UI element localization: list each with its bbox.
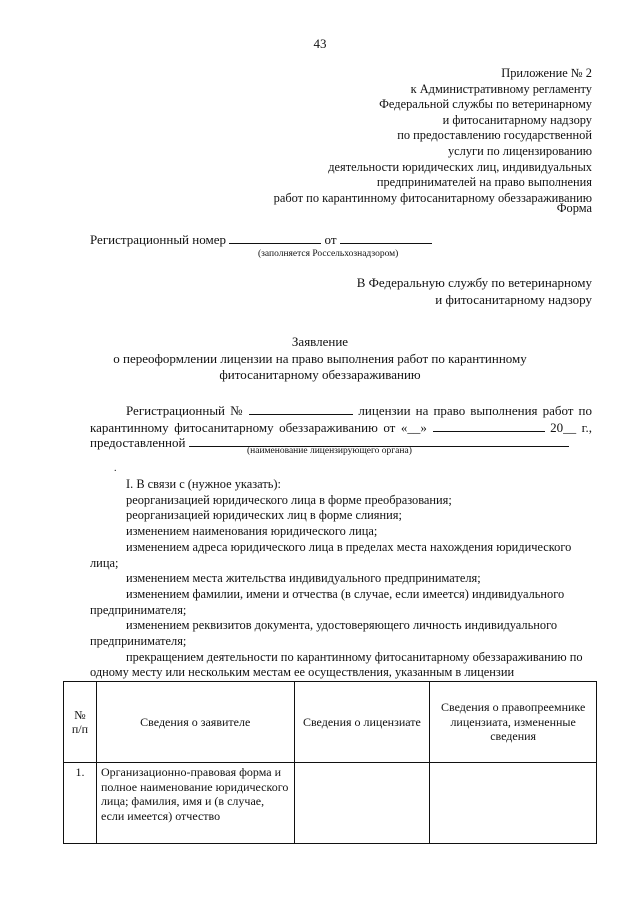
appendix-line: и фитосанитарному надзору bbox=[442, 112, 592, 127]
appendix-line: предпринимателей на право выполнения bbox=[376, 175, 592, 190]
license-number-field[interactable] bbox=[249, 403, 353, 415]
licensing-authority-hint: (наименование лицензирующего органа) bbox=[247, 446, 412, 456]
registration-hint: (заполняется Россельхознадзором) bbox=[258, 249, 399, 259]
reasons-list bbox=[90, 477, 592, 681]
addressee-line: В Федеральную службу по ветеринарному bbox=[356, 275, 592, 290]
appendix-line: Федеральной службы по ветеринарному bbox=[379, 97, 592, 112]
row-licensee-cell[interactable] bbox=[294, 763, 430, 844]
reason-item: изменением адреса юридического лица в пределах места нахождения юридического лица; bbox=[90, 539, 572, 570]
document-title bbox=[0, 334, 640, 384]
registration-label: Регистрационный номер bbox=[90, 232, 226, 247]
applicant-info-table bbox=[63, 681, 597, 844]
bullet-mark: . bbox=[114, 463, 117, 474]
registration-line bbox=[90, 232, 432, 248]
reason-item: изменением реквизитов документа, удостоверяющего личность индивидуального предпринимателя; bbox=[90, 618, 558, 649]
reason-item: прекращением деятельности по карантинному фитосанитарному обеззараживанию по одному месту или нескольким местам ее осуществления, указанным в лицензии bbox=[90, 649, 583, 680]
appendix-line: к Административному регламенту bbox=[410, 81, 592, 96]
header-applicant: Сведения о заявителе bbox=[96, 682, 294, 763]
license-date-label: карантинному фитосанитарному обеззараживанию от «__» bbox=[90, 420, 427, 435]
row-successor-cell[interactable] bbox=[430, 763, 597, 844]
appendix-line: услуги по лицензированию bbox=[447, 143, 592, 158]
title-line: фитосанитарному обеззараживанию bbox=[219, 367, 421, 382]
license-line-1 bbox=[90, 403, 592, 420]
appendix-line: работ по карантинному фитосанитарному обеззараживанию bbox=[273, 190, 592, 205]
title-line: о переоформлении лицензии на право выполнения работ по карантинному bbox=[113, 350, 527, 366]
license-year: 20__ г., bbox=[550, 420, 592, 435]
reason-item: изменением наименования юридического лица; bbox=[126, 524, 378, 539]
registration-from-label: от bbox=[324, 232, 337, 247]
appendix-line: деятельности юридических лиц, индивидуальных bbox=[328, 159, 592, 174]
row-num: 1. bbox=[64, 763, 97, 844]
reason-item: реорганизацией юридического лица в форме преобразования; bbox=[126, 492, 452, 507]
header-num: № п/п bbox=[64, 682, 97, 763]
appendix-header bbox=[274, 66, 592, 206]
table-header-row bbox=[64, 682, 597, 763]
row-applicant: Организационно-правовая форма и полное наименование юридического лица; фамилия, имя и (в случае, если имеется) отчество bbox=[96, 763, 294, 844]
table-row bbox=[64, 763, 597, 844]
license-date-field[interactable] bbox=[433, 420, 545, 432]
reason-item: изменением фамилии, имени и отчества (в случае, если имеется) индивидуального предпринимателя; bbox=[90, 586, 565, 617]
reason-item: реорганизацией юридических лиц в форме слияния; bbox=[126, 508, 402, 523]
addressee bbox=[357, 275, 592, 308]
title-word: Заявление bbox=[291, 334, 349, 349]
appendix-line: Приложение № 2 bbox=[501, 66, 592, 80]
page-number: 43 bbox=[313, 36, 327, 51]
registration-number-field[interactable] bbox=[229, 232, 321, 244]
appendix-line: по предоставлению государственной bbox=[397, 128, 592, 143]
license-right-text: лицензии на право выполнения работ по bbox=[358, 403, 593, 418]
license-issuer-label: предоставленной bbox=[90, 435, 186, 450]
addressee-line: и фитосанитарному надзору bbox=[435, 291, 592, 307]
header-successor: Сведения о правопреемнике лицензиата, измененные сведения bbox=[430, 682, 597, 763]
reason-item: изменением места жительства индивидуального предпринимателя; bbox=[126, 571, 481, 586]
form-label: Форма bbox=[556, 201, 592, 215]
registration-date-field[interactable] bbox=[340, 232, 432, 244]
license-number-label: Регистрационный № bbox=[126, 403, 245, 418]
reasons-header: I. В связи с (нужное указать): bbox=[126, 477, 281, 491]
header-licensee: Сведения о лицензиате bbox=[294, 682, 430, 763]
